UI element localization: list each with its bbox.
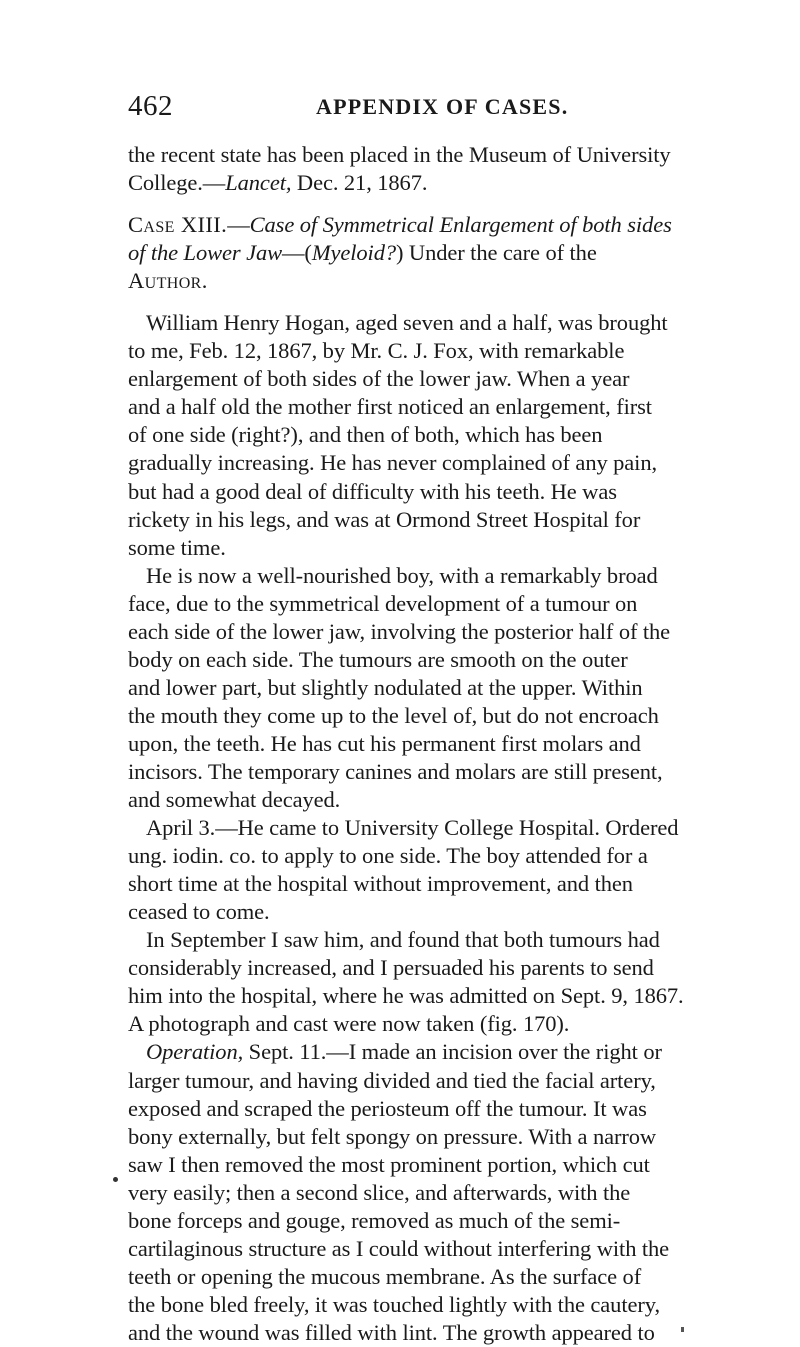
text-line xyxy=(128,534,680,562)
paragraph-gap xyxy=(128,197,680,211)
text-line xyxy=(128,590,680,618)
text-line xyxy=(128,449,680,477)
text-line xyxy=(128,506,680,534)
text-line xyxy=(128,1123,680,1151)
margin-speck xyxy=(113,1177,118,1182)
text-run: body on each side. The tumours are smooth on the outer xyxy=(128,646,628,672)
small-caps-text: Author. xyxy=(128,268,208,294)
text-run: incisors. The temporary canines and molars are still present, xyxy=(128,758,663,784)
text-run: the bone bled freely, it was touched lightly with the cautery, xyxy=(128,1291,660,1317)
text-line xyxy=(128,702,680,730)
body-text xyxy=(128,141,684,1347)
italic-text: Lancet, xyxy=(225,170,292,196)
text-run: considerably increased, and I persuaded his parents to send xyxy=(128,955,654,981)
text-line xyxy=(128,393,680,421)
text-line xyxy=(128,618,680,646)
text-line xyxy=(128,1151,680,1179)
text-run: bone forceps and gouge, removed as much of the semi- xyxy=(128,1207,621,1233)
text-run: and the wound was filled with lint. The growth appeared to xyxy=(128,1319,655,1345)
text-line xyxy=(128,954,680,982)
text-run: In September I saw him, and found that both tumours had xyxy=(146,927,660,953)
text-run: College.— xyxy=(128,170,226,196)
text-line xyxy=(128,982,684,1010)
text-line xyxy=(128,674,680,702)
text-run: bony externally, but felt spongy on pressure. With a narrow xyxy=(128,1123,657,1149)
text-line xyxy=(128,169,680,197)
text-line xyxy=(128,478,680,506)
text-run: William Henry Hogan, aged seven and a half, was brought xyxy=(146,310,668,336)
text-line xyxy=(128,141,680,169)
text-run: Dec. 21, 1867. xyxy=(291,170,428,196)
text-line xyxy=(128,1263,680,1291)
text-line xyxy=(128,1291,680,1319)
text-line xyxy=(128,239,680,267)
text-line xyxy=(128,926,680,954)
text-line xyxy=(128,1010,680,1038)
text-run: ) Under the care of the xyxy=(396,240,597,266)
italic-text: of the Lower Jaw xyxy=(128,240,283,266)
italic-text: Myeloid? xyxy=(311,240,396,266)
text-run: April 3.—He came to University College Hospital. Ordered xyxy=(146,815,679,841)
text-run: and a half old the mother first noticed an enlargement, first xyxy=(128,394,652,420)
text-run: exposed and scraped the periosteum off the tumour. It was xyxy=(128,1095,647,1121)
text-run: to me, Feb. 12, 1867, by Mr. C. J. Fox, with remarkable xyxy=(128,338,625,364)
page-header xyxy=(128,88,680,124)
text-line xyxy=(128,1179,680,1207)
text-line xyxy=(128,758,680,786)
text-line xyxy=(128,1038,680,1066)
text-run: saw I then removed the most prominent portion, which cut xyxy=(128,1151,650,1177)
text-run: upon, the teeth. He has cut his permanent first molars and xyxy=(128,730,641,756)
text-run: Sept. 11.—I made an incision over the right or xyxy=(243,1039,662,1065)
text-line xyxy=(128,562,680,590)
text-run: larger tumour, and having divided and tied the facial artery, xyxy=(128,1067,656,1093)
text-run: ung. iodin. co. to apply to one side. The boy attended for a xyxy=(128,843,648,869)
text-run: cartilaginous structure as I could without interfering with the xyxy=(128,1235,670,1261)
text-line xyxy=(128,211,680,239)
text-line xyxy=(128,1235,680,1263)
paragraph-gap xyxy=(128,295,680,309)
text-run: but had a good deal of difficulty with his teeth. He was xyxy=(128,478,617,504)
text-line xyxy=(128,337,680,365)
margin-speck xyxy=(681,1327,684,1332)
text-run: each side of the lower jaw, involving the posterior half of the xyxy=(128,618,671,644)
text-line xyxy=(128,1207,680,1235)
text-run: of one side (right?), and then of both, which has been xyxy=(128,422,603,448)
text-run: face, due to the symmetrical development of a tumour on xyxy=(128,590,638,616)
text-line xyxy=(128,365,680,393)
text-line xyxy=(128,898,680,926)
text-run: He is now a well-nourished boy, with a remarkably broad xyxy=(146,562,658,588)
text-run: short time at the hospital without improvement, and then xyxy=(128,871,633,897)
text-line xyxy=(128,730,680,758)
small-caps-text: Case XIII. xyxy=(128,212,228,238)
text-run: rickety in his legs, and was at Ormond Street Hospital for xyxy=(128,506,641,532)
text-run: enlargement of both sides of the lower jaw. When a year xyxy=(128,366,630,392)
text-run: A photograph and cast were now taken (fig. 170). xyxy=(128,1011,570,1037)
text-run: the recent state has been placed in the Museum of University xyxy=(128,142,671,167)
page-number: 462 xyxy=(128,90,173,122)
text-run: and lower part, but slightly nodulated at the upper. Within xyxy=(128,674,643,700)
text-line xyxy=(128,814,680,842)
text-line xyxy=(128,1067,680,1095)
text-run: gradually increasing. He has never complained of any pain, xyxy=(128,450,658,476)
text-run: the mouth they come up to the level of, but do not encroach xyxy=(128,702,659,728)
text-run: and somewhat decayed. xyxy=(128,787,341,813)
text-run: some time. xyxy=(128,534,226,560)
text-line xyxy=(128,870,680,898)
text-line xyxy=(128,1095,680,1123)
text-line xyxy=(128,421,680,449)
text-line xyxy=(128,842,680,870)
text-run: very easily; then a second slice, and afterwards, with the xyxy=(128,1179,631,1205)
italic-text: Operation, xyxy=(146,1039,244,1065)
italic-text: Case of Symmetrical Enlargement of both sides xyxy=(249,212,672,238)
text-line xyxy=(128,309,680,337)
text-run: ceased to come. xyxy=(128,899,270,925)
text-run: — xyxy=(227,212,250,238)
text-run: —( xyxy=(282,240,312,266)
text-run: him into the hospital, where he was admitted on Sept. 9, 1867. xyxy=(128,983,684,1009)
running-head: APPENDIX OF CASES. xyxy=(316,94,569,119)
text-line xyxy=(128,786,680,814)
text-line xyxy=(128,646,680,674)
text-run: teeth or opening the mucous membrane. As the surface of xyxy=(128,1263,642,1289)
text-line xyxy=(128,267,680,295)
